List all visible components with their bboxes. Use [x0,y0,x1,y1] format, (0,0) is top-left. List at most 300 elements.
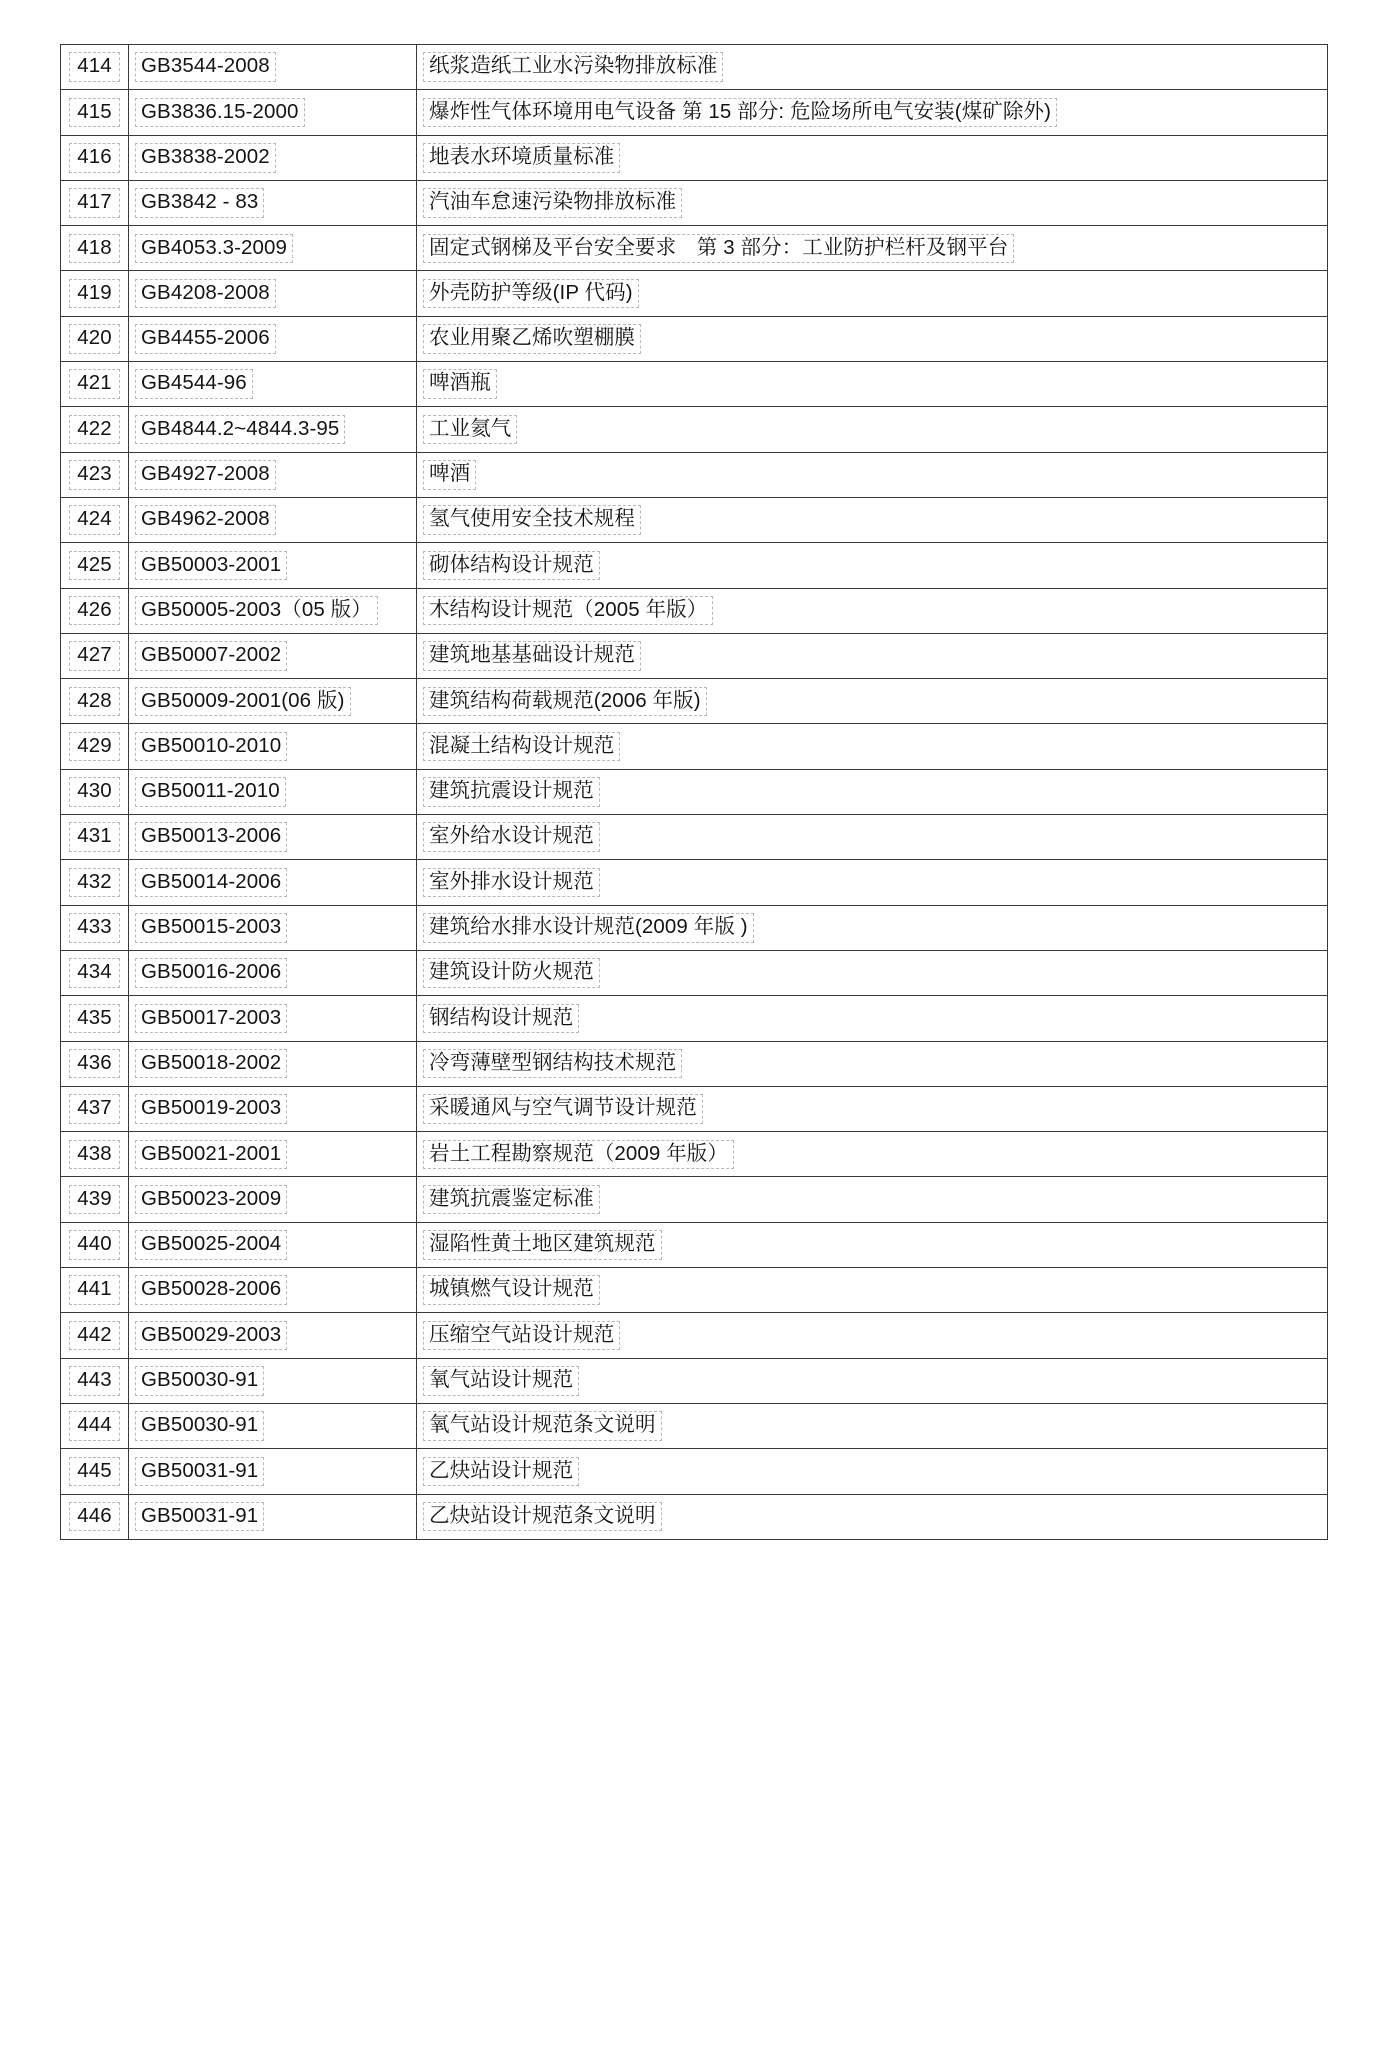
row-index-text: 421 [69,369,120,399]
standard-code-text: GB50009-2001(06 版) [135,687,351,717]
standard-title-cell-inner [417,951,1327,995]
row-index-cell [61,996,129,1041]
row-index-cell [61,45,129,90]
standard-code-cell-inner [129,407,416,451]
standard-code-text: GB4053.3-2009 [135,234,293,264]
table-row [61,316,1328,361]
standard-code-cell-inner [129,679,416,723]
table-row [61,1403,1328,1448]
standard-code-cell-inner [129,317,416,361]
table-row [61,1041,1328,1086]
standard-code-cell [129,679,417,724]
row-index-text: 415 [69,98,120,128]
standard-code-cell-inner [129,860,416,904]
table-row [61,1268,1328,1313]
standard-title-cell-inner [417,860,1327,904]
standard-code-cell [129,950,417,995]
standard-title-cell-inner [417,1449,1327,1493]
standard-code-cell-inner [129,1087,416,1131]
row-index-cell [61,815,129,860]
row-index-cell-inner [61,996,128,1040]
standard-title-cell [417,271,1328,316]
standard-title-cell [417,543,1328,588]
standard-code-cell [129,90,417,135]
row-index-cell-inner [61,1495,128,1539]
standard-code-text: GB50013-2006 [135,822,287,852]
standard-code-text: GB3842 - 83 [135,188,264,218]
standard-title-text: 建筑抗震鉴定标准 [423,1185,600,1215]
row-index-cell [61,497,129,542]
row-index-cell [61,1041,129,1086]
standard-title-text: 爆炸性气体环境用电气设备 第 15 部分: 危险场所电气安装(煤矿除外) [423,98,1057,128]
standard-title-cell-inner [417,724,1327,768]
standard-code-cell [129,226,417,271]
standard-code-cell-inner [129,589,416,633]
standard-code-cell [129,1132,417,1177]
standard-code-text: GB50021-2001 [135,1140,287,1170]
standard-code-cell [129,724,417,769]
row-index-cell-inner [61,1313,128,1357]
row-index-cell-inner [61,181,128,225]
standard-title-text: 氧气站设计规范 [423,1366,579,1396]
standard-code-text: GB50011-2010 [135,777,286,807]
row-index-text: 436 [69,1049,120,1079]
standard-title-cell [417,90,1328,135]
row-index-text: 425 [69,551,120,581]
row-index-cell-inner [61,951,128,995]
table-row [61,1313,1328,1358]
row-index-cell [61,724,129,769]
standard-title-text: 木结构设计规范（2005 年版） [423,596,713,626]
standard-code-cell [129,905,417,950]
standard-title-text: 建筑给水排水设计规范(2009 年版 ) [423,913,754,943]
standard-code-cell-inner [129,1223,416,1267]
table-row [61,679,1328,724]
table-row [61,1086,1328,1131]
standard-code-text: GB4927-2008 [135,460,276,490]
standard-title-cell [417,633,1328,678]
row-index-cell-inner [61,634,128,678]
standard-code-cell [129,1449,417,1494]
row-index-text: 418 [69,234,120,264]
standard-title-cell [417,1132,1328,1177]
table-row [61,588,1328,633]
row-index-cell [61,1222,129,1267]
table-row [61,452,1328,497]
row-index-cell [61,1268,129,1313]
standard-code-text: GB50030-91 [135,1411,264,1441]
standard-code-cell-inner [129,226,416,270]
table-row [61,543,1328,588]
row-index-text: 420 [69,324,120,354]
row-index-cell-inner [61,1042,128,1086]
standard-title-cell-inner [417,498,1327,542]
row-index-cell [61,588,129,633]
table-row [61,1449,1328,1494]
table-row [61,769,1328,814]
standard-code-cell [129,362,417,407]
table-row [61,271,1328,316]
standard-code-text: GB50018-2002 [135,1049,287,1079]
standard-title-cell-inner [417,906,1327,950]
standard-title-cell [417,996,1328,1041]
standard-code-cell-inner [129,1449,416,1493]
standard-title-text: 砌体结构设计规范 [423,551,600,581]
standard-code-cell-inner [129,770,416,814]
row-index-cell-inner [61,589,128,633]
standard-code-cell [129,1358,417,1403]
standard-title-cell [417,45,1328,90]
standard-title-cell-inner [417,1313,1327,1357]
standard-code-cell-inner [129,1404,416,1448]
standard-title-text: 外壳防护等级(IP 代码) [423,279,639,309]
standard-code-cell-inner [129,45,416,89]
standard-title-text: 地表水环境质量标准 [423,143,620,173]
standard-code-cell-inner [129,271,416,315]
row-index-cell [61,1403,129,1448]
standard-code-cell-inner [129,1268,416,1312]
standard-code-cell-inner [129,1132,416,1176]
table-row [61,860,1328,905]
row-index-cell [61,769,129,814]
standard-code-cell [129,1222,417,1267]
standard-code-cell [129,271,417,316]
row-index-cell-inner [61,1087,128,1131]
standard-title-text: 采暖通风与空气调节设计规范 [423,1094,703,1124]
standard-title-cell [417,950,1328,995]
row-index-text: 423 [69,460,120,490]
standard-title-cell [417,180,1328,225]
row-index-cell-inner [61,1404,128,1448]
row-index-text: 427 [69,641,120,671]
standard-title-cell [417,1449,1328,1494]
row-index-text: 437 [69,1094,120,1124]
standard-code-cell-inner [129,181,416,225]
row-index-text: 443 [69,1366,120,1396]
row-index-cell-inner [61,906,128,950]
row-index-cell-inner [61,453,128,497]
standard-title-cell-inner [417,136,1327,180]
standard-title-text: 建筑抗震设计规范 [423,777,600,807]
standard-title-text: 纸浆造纸工业水污染物排放标准 [423,52,723,82]
row-index-cell-inner [61,815,128,859]
standard-code-cell-inner [129,543,416,587]
standard-title-cell [417,905,1328,950]
row-index-cell [61,633,129,678]
table-row [61,1494,1328,1539]
row-index-cell [61,905,129,950]
standard-title-cell [417,1313,1328,1358]
standard-title-cell-inner [417,1087,1327,1131]
standard-title-cell-inner [417,90,1327,134]
standard-code-text: GB3544-2008 [135,52,276,82]
row-index-cell-inner [61,1132,128,1176]
standard-title-cell [417,1358,1328,1403]
standard-code-text: GB50016-2006 [135,958,287,988]
standard-code-cell [129,1494,417,1539]
row-index-text: 414 [69,52,120,82]
standard-code-cell [129,1086,417,1131]
row-index-text: 445 [69,1457,120,1487]
table-row [61,407,1328,452]
standard-code-text: GB50005-2003（05 版） [135,596,378,626]
table-row [61,135,1328,180]
standard-title-text: 汽油车怠速污染物排放标准 [423,188,682,218]
row-index-text: 444 [69,1411,120,1441]
table-row [61,497,1328,542]
row-index-cell [61,180,129,225]
standard-title-cell-inner [417,453,1327,497]
standard-title-text: 岩土工程勘察规范（2009 年版） [423,1140,734,1170]
row-index-text: 431 [69,822,120,852]
row-index-text: 422 [69,415,120,445]
standard-code-text: GB50030-91 [135,1366,264,1396]
standard-code-cell [129,815,417,860]
standard-title-text: 农业用聚乙烯吹塑棚膜 [423,324,641,354]
row-index-cell-inner [61,498,128,542]
standard-code-text: GB50031-91 [135,1457,264,1487]
row-index-cell-inner [61,1223,128,1267]
row-index-text: 419 [69,279,120,309]
row-index-text: 442 [69,1321,120,1351]
standard-title-text: 室外给水设计规范 [423,822,600,852]
standard-code-text: GB50017-2003 [135,1004,287,1034]
row-index-text: 424 [69,505,120,535]
standard-code-cell-inner [129,136,416,180]
standard-code-text: GB4208-2008 [135,279,276,309]
standard-title-cell-inner [417,1359,1327,1403]
standard-code-text: GB3836.15-2000 [135,98,305,128]
standard-title-cell-inner [417,1177,1327,1221]
row-index-text: 441 [69,1275,120,1305]
standard-code-cell [129,135,417,180]
row-index-cell-inner [61,45,128,89]
standard-title-cell [417,1222,1328,1267]
standard-title-cell-inner [417,1223,1327,1267]
standard-code-cell [129,860,417,905]
standard-code-cell-inner [129,1042,416,1086]
standard-code-cell-inner [129,1495,416,1539]
standard-code-cell-inner [129,996,416,1040]
standard-title-cell [417,1403,1328,1448]
row-index-cell [61,226,129,271]
standard-title-cell-inner [417,770,1327,814]
standard-title-text: 氢气使用安全技术规程 [423,505,641,535]
standard-title-cell-inner [417,362,1327,406]
row-index-cell [61,543,129,588]
row-index-cell-inner [61,362,128,406]
row-index-cell [61,135,129,180]
standard-code-cell-inner [129,1177,416,1221]
row-index-cell [61,1132,129,1177]
row-index-text: 428 [69,687,120,717]
standard-title-text: 钢结构设计规范 [423,1004,579,1034]
standard-code-cell [129,407,417,452]
standard-code-cell [129,543,417,588]
row-index-cell [61,452,129,497]
standard-code-text: GB50023-2009 [135,1185,287,1215]
standard-code-text: GB50025-2004 [135,1230,287,1260]
standard-code-cell-inner [129,90,416,134]
standards-table [60,44,1328,1540]
row-index-cell-inner [61,407,128,451]
standard-title-text: 压缩空气站设计规范 [423,1321,620,1351]
standard-title-cell-inner [417,1268,1327,1312]
row-index-text: 430 [69,777,120,807]
row-index-cell-inner [61,136,128,180]
standard-code-cell [129,180,417,225]
standard-title-text: 乙炔站设计规范条文说明 [423,1502,662,1532]
standard-code-text: GB4844.2~4844.3-95 [135,415,345,445]
standard-code-cell-inner [129,1313,416,1357]
row-index-text: 433 [69,913,120,943]
standard-title-cell-inner [417,1132,1327,1176]
standard-code-cell [129,769,417,814]
row-index-text: 438 [69,1140,120,1170]
standard-title-cell [417,860,1328,905]
standard-code-cell [129,633,417,678]
row-index-cell [61,1177,129,1222]
standard-title-cell-inner [417,815,1327,859]
table-row [61,633,1328,678]
standard-title-cell [417,679,1328,724]
row-index-cell-inner [61,1177,128,1221]
standard-title-cell [417,1268,1328,1313]
row-index-text: 429 [69,732,120,762]
row-index-cell-inner [61,543,128,587]
standards-table-body [61,45,1328,1540]
standard-code-cell [129,452,417,497]
standard-code-cell [129,497,417,542]
row-index-cell [61,1313,129,1358]
standard-title-cell [417,724,1328,769]
standard-title-text: 工业氦气 [423,415,517,445]
standard-code-cell [129,1177,417,1222]
table-row [61,815,1328,860]
standard-title-cell-inner [417,407,1327,451]
standard-code-cell [129,1268,417,1313]
row-index-cell-inner [61,317,128,361]
standard-title-cell-inner [417,317,1327,361]
standard-code-cell [129,588,417,633]
table-row [61,950,1328,995]
standard-code-cell [129,996,417,1041]
standard-code-cell [129,1313,417,1358]
standard-title-cell-inner [417,226,1327,270]
row-index-cell [61,679,129,724]
row-index-cell [61,1086,129,1131]
row-index-text: 439 [69,1185,120,1215]
row-index-text: 417 [69,188,120,218]
standard-code-cell [129,1403,417,1448]
row-index-text: 432 [69,868,120,898]
standard-title-text: 湿陷性黄土地区建筑规范 [423,1230,662,1260]
standard-title-cell [417,1177,1328,1222]
standard-title-cell-inner [417,271,1327,315]
row-index-cell [61,950,129,995]
standard-title-text: 建筑设计防火规范 [423,958,600,988]
standard-code-text: GB4455-2006 [135,324,276,354]
table-row [61,362,1328,407]
standard-title-cell [417,407,1328,452]
row-index-cell-inner [61,271,128,315]
table-row [61,1132,1328,1177]
row-index-text: 435 [69,1004,120,1034]
standard-code-text: GB50003-2001 [135,551,287,581]
standard-title-text: 城镇燃气设计规范 [423,1275,600,1305]
row-index-cell [61,1358,129,1403]
row-index-cell [61,316,129,361]
row-index-cell [61,1494,129,1539]
row-index-text: 416 [69,143,120,173]
standard-title-text: 啤酒 [423,460,476,490]
standard-code-text: GB50019-2003 [135,1094,287,1124]
table-row [61,1177,1328,1222]
standard-title-cell [417,135,1328,180]
standard-code-cell-inner [129,1359,416,1403]
standard-title-cell [417,226,1328,271]
standard-title-text: 啤酒瓶 [423,369,497,399]
standard-code-text: GB50010-2010 [135,732,287,762]
row-index-cell [61,860,129,905]
row-index-text: 440 [69,1230,120,1260]
standard-title-cell-inner [417,543,1327,587]
row-index-cell-inner [61,679,128,723]
row-index-cell [61,90,129,135]
standard-title-cell [417,769,1328,814]
row-index-cell-inner [61,724,128,768]
standard-code-cell-inner [129,951,416,995]
standard-code-cell [129,316,417,361]
standard-code-text: GB50029-2003 [135,1321,287,1351]
standard-code-cell-inner [129,906,416,950]
table-row [61,90,1328,135]
standard-title-cell [417,362,1328,407]
standard-code-text: GB50015-2003 [135,913,287,943]
standard-title-cell-inner [417,45,1327,89]
standard-code-cell-inner [129,634,416,678]
standard-title-cell-inner [417,181,1327,225]
row-index-cell-inner [61,1268,128,1312]
standard-code-text: GB3838-2002 [135,143,276,173]
row-index-cell [61,362,129,407]
standard-code-text: GB50014-2006 [135,868,287,898]
row-index-cell [61,271,129,316]
standard-code-cell-inner [129,453,416,497]
row-index-text: 426 [69,596,120,626]
standard-title-cell [417,497,1328,542]
standard-code-text: GB50028-2006 [135,1275,287,1305]
standard-title-text: 建筑地基基础设计规范 [423,641,641,671]
table-row [61,45,1328,90]
standard-code-text: GB50031-91 [135,1502,264,1532]
row-index-cell-inner [61,90,128,134]
standard-title-text: 混凝土结构设计规范 [423,732,620,762]
standard-title-cell-inner [417,1495,1327,1539]
row-index-text: 434 [69,958,120,988]
standard-title-cell [417,452,1328,497]
table-row [61,180,1328,225]
standard-title-cell-inner [417,634,1327,678]
standard-title-cell [417,316,1328,361]
standard-title-cell-inner [417,1042,1327,1086]
standard-code-cell [129,45,417,90]
row-index-cell [61,407,129,452]
standard-code-cell-inner [129,498,416,542]
row-index-text: 446 [69,1502,120,1532]
table-row [61,1358,1328,1403]
standard-title-cell-inner [417,589,1327,633]
